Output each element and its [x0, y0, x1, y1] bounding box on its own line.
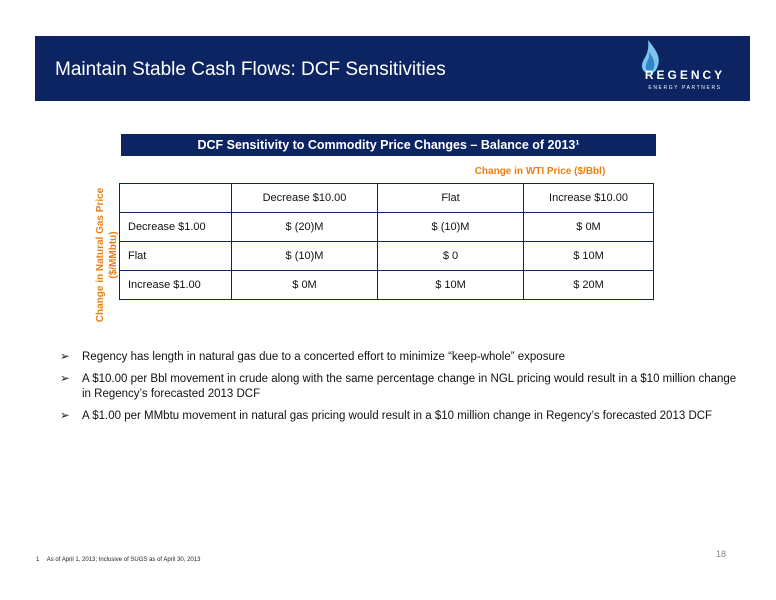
table-cell: $ 0 — [378, 242, 524, 271]
logo-subtext: ENERGY PARTNERS — [648, 85, 722, 91]
table-row — [120, 213, 654, 242]
row-header: Increase $1.00 — [120, 271, 232, 300]
table-cell: $ 0M — [232, 271, 378, 300]
table-cell: $ (10)M — [378, 213, 524, 242]
page-title: Maintain Stable Cash Flows: DCF Sensitivities — [55, 59, 446, 80]
column-header: Decrease $10.00 — [232, 184, 378, 213]
bullet-text: Regency has length in natural gas due to a concerted effort to minimize “keep-whole” exposure — [82, 351, 566, 363]
bullet-text: A $10.00 per Bbl movement in crude along with the same percentage change in NGL pricing would result in a $10 million change in Regency’s forecasted 2013 DCF — [82, 373, 737, 400]
table-cell: $ 0M — [524, 213, 654, 242]
row-header: Flat — [120, 242, 232, 271]
bullet-text: A $1.00 per MMbtu movement in natural gas pricing would result in a $10 million change in Regency’s forecasted 2013 DCF — [82, 410, 713, 422]
table-cell: $ (10)M — [232, 242, 378, 271]
column-header: Flat — [378, 184, 524, 213]
footnote — [36, 557, 200, 563]
logo-text: REGENCY — [644, 68, 726, 82]
table-cell: $ 10M — [378, 271, 524, 300]
sensitivity-table — [119, 183, 654, 300]
table-header-row — [120, 184, 654, 213]
header-banner — [35, 36, 750, 101]
bullet-list — [60, 350, 740, 431]
regency-logo — [630, 38, 740, 98]
table-cell: $ 10M — [524, 242, 654, 271]
footnote-text: As of April 1, 2013; Inclusive of SUGS as of April 30, 2013 — [46, 557, 201, 563]
row-header: Decrease $1.00 — [120, 213, 232, 242]
table-cell: $ (20)M — [232, 213, 378, 242]
table-cell: $ 20M — [524, 271, 654, 300]
column-axis-label: Change in WTI Price ($/Bbl) — [474, 166, 606, 177]
table-title: DCF Sensitivity to Commodity Price Changes – Balance of 2013¹ — [121, 134, 656, 156]
row-axis-label: Change in Natural Gas Price ($/MMbtu) — [95, 187, 119, 323]
table-row — [120, 271, 654, 300]
list-item — [60, 350, 740, 365]
arrow-bullet-icon: ➢ — [60, 373, 70, 385]
table-row — [120, 242, 654, 271]
arrow-bullet-icon: ➢ — [60, 410, 70, 422]
list-item — [60, 372, 740, 402]
column-header: Increase $10.00 — [524, 184, 654, 213]
arrow-bullet-icon: ➢ — [60, 351, 70, 363]
table-corner-cell — [120, 184, 232, 213]
footnote-number: 1 — [36, 557, 40, 563]
list-item — [60, 409, 740, 424]
page-number: 18 — [716, 549, 727, 559]
